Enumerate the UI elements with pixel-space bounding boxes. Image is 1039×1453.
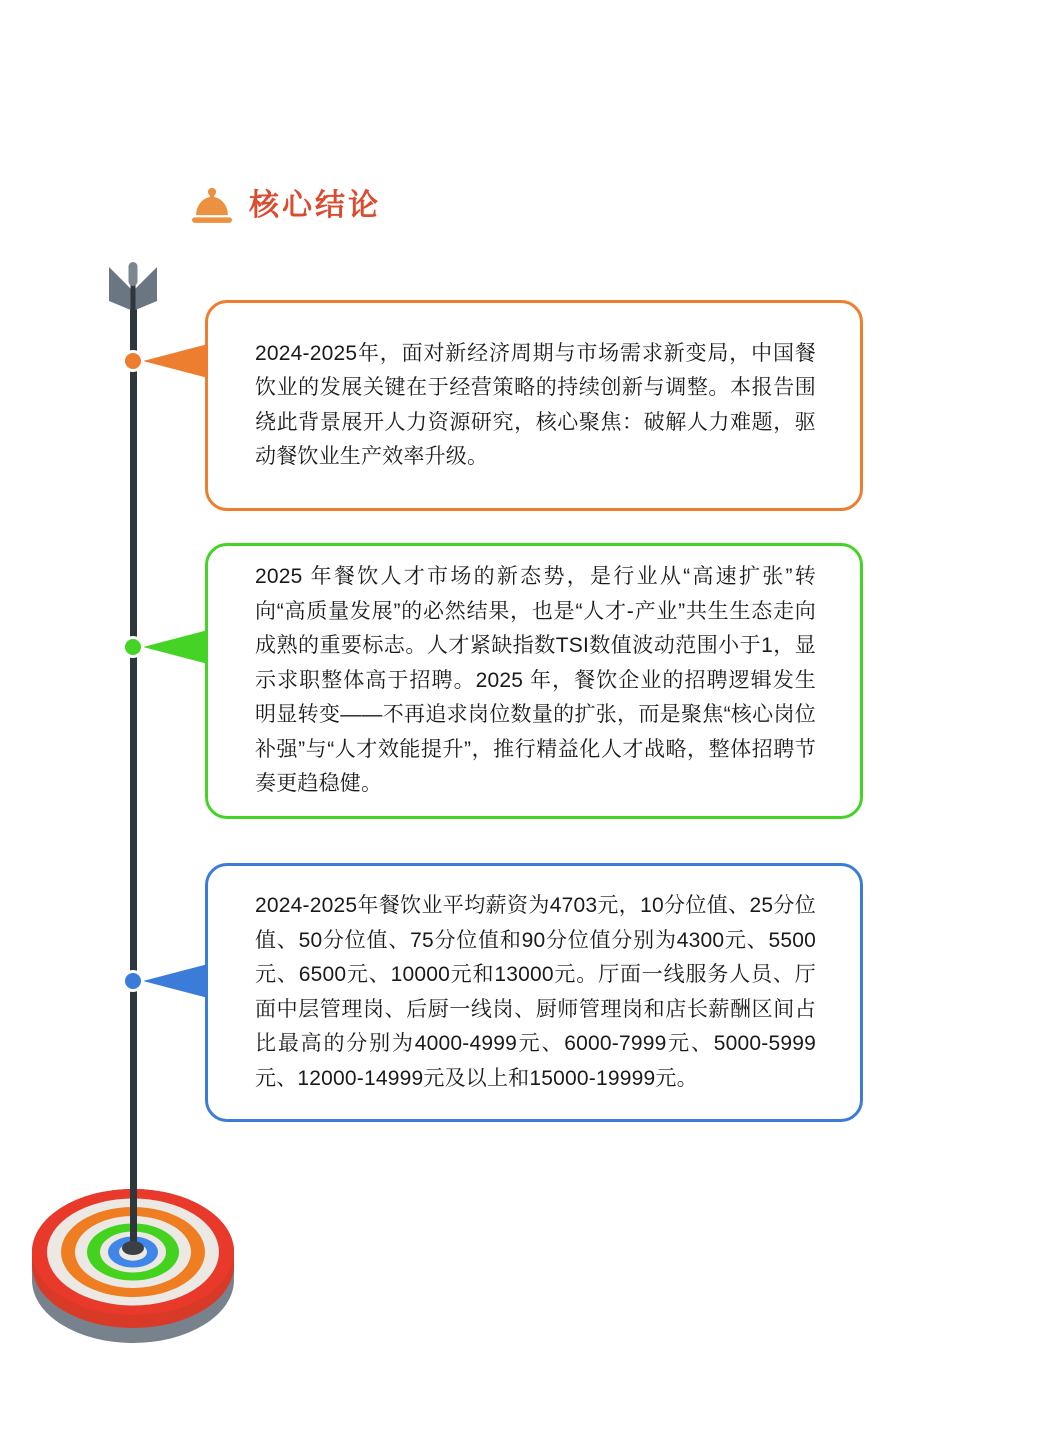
- card-pointer-3: [143, 964, 208, 998]
- card-text-2: 2025 年餐饮人才市场的新态势，是行业从“高速扩张”转向“高质量发展”的必然结果，也是“人才-产业”共生生态走向成熟的重要标志。人才紧缺指数TSI数值波动范围小于1，显示求职整体高于招聘。2025 年，餐饮企业的招聘逻辑发生明显转变——不再追求岗位数量的扩张，而是聚焦“核心岗位补强”与“人才效能提升”，推行精益化人才战略，整体招聘节奏更趋稳健。: [255, 565, 816, 796]
- card-pointer-1: [143, 344, 208, 378]
- timeline-dot-2: [122, 636, 144, 658]
- card-text-1: 2024-2025年，面对新经济周期与市场需求新变局，中国餐饮业的发展关键在于经营策略的持续创新与调整。本报告围绕此背景展开人力资源研究，核心聚焦：破解人力难题，驱动餐饮业生产效率升级。: [255, 341, 816, 468]
- card-text-3: 2024-2025年餐饮业平均薪资为4703元，10分位值、25分位值、50分位值、75分位值和90分位值分别为4300元、5500元、6500元、10000元和13000元。厅面一线服务人员、厅面中层管理岗、后厨一线岗、厨师管理岗和店长薪酬区间占比最高的分别为4000-4999元、6000-7999元、5000-5999元、12000-14999元及以上和15000-19999元。: [255, 894, 816, 1090]
- cloche-icon: [190, 186, 234, 226]
- page-title: 核心结论: [249, 189, 381, 222]
- section-header: [190, 186, 381, 226]
- timeline-dot-1: [122, 350, 144, 372]
- callout-card-2: [205, 543, 863, 819]
- timeline-arrow-shaft: [130, 306, 137, 1248]
- timeline-dot-3: [122, 970, 144, 992]
- callout-card-3: [205, 863, 863, 1122]
- card-pointer-2: [143, 630, 208, 664]
- arrow-fletching-icon: [106, 262, 160, 314]
- arrow-impact-point: [122, 1241, 144, 1255]
- callout-card-1: [205, 300, 863, 511]
